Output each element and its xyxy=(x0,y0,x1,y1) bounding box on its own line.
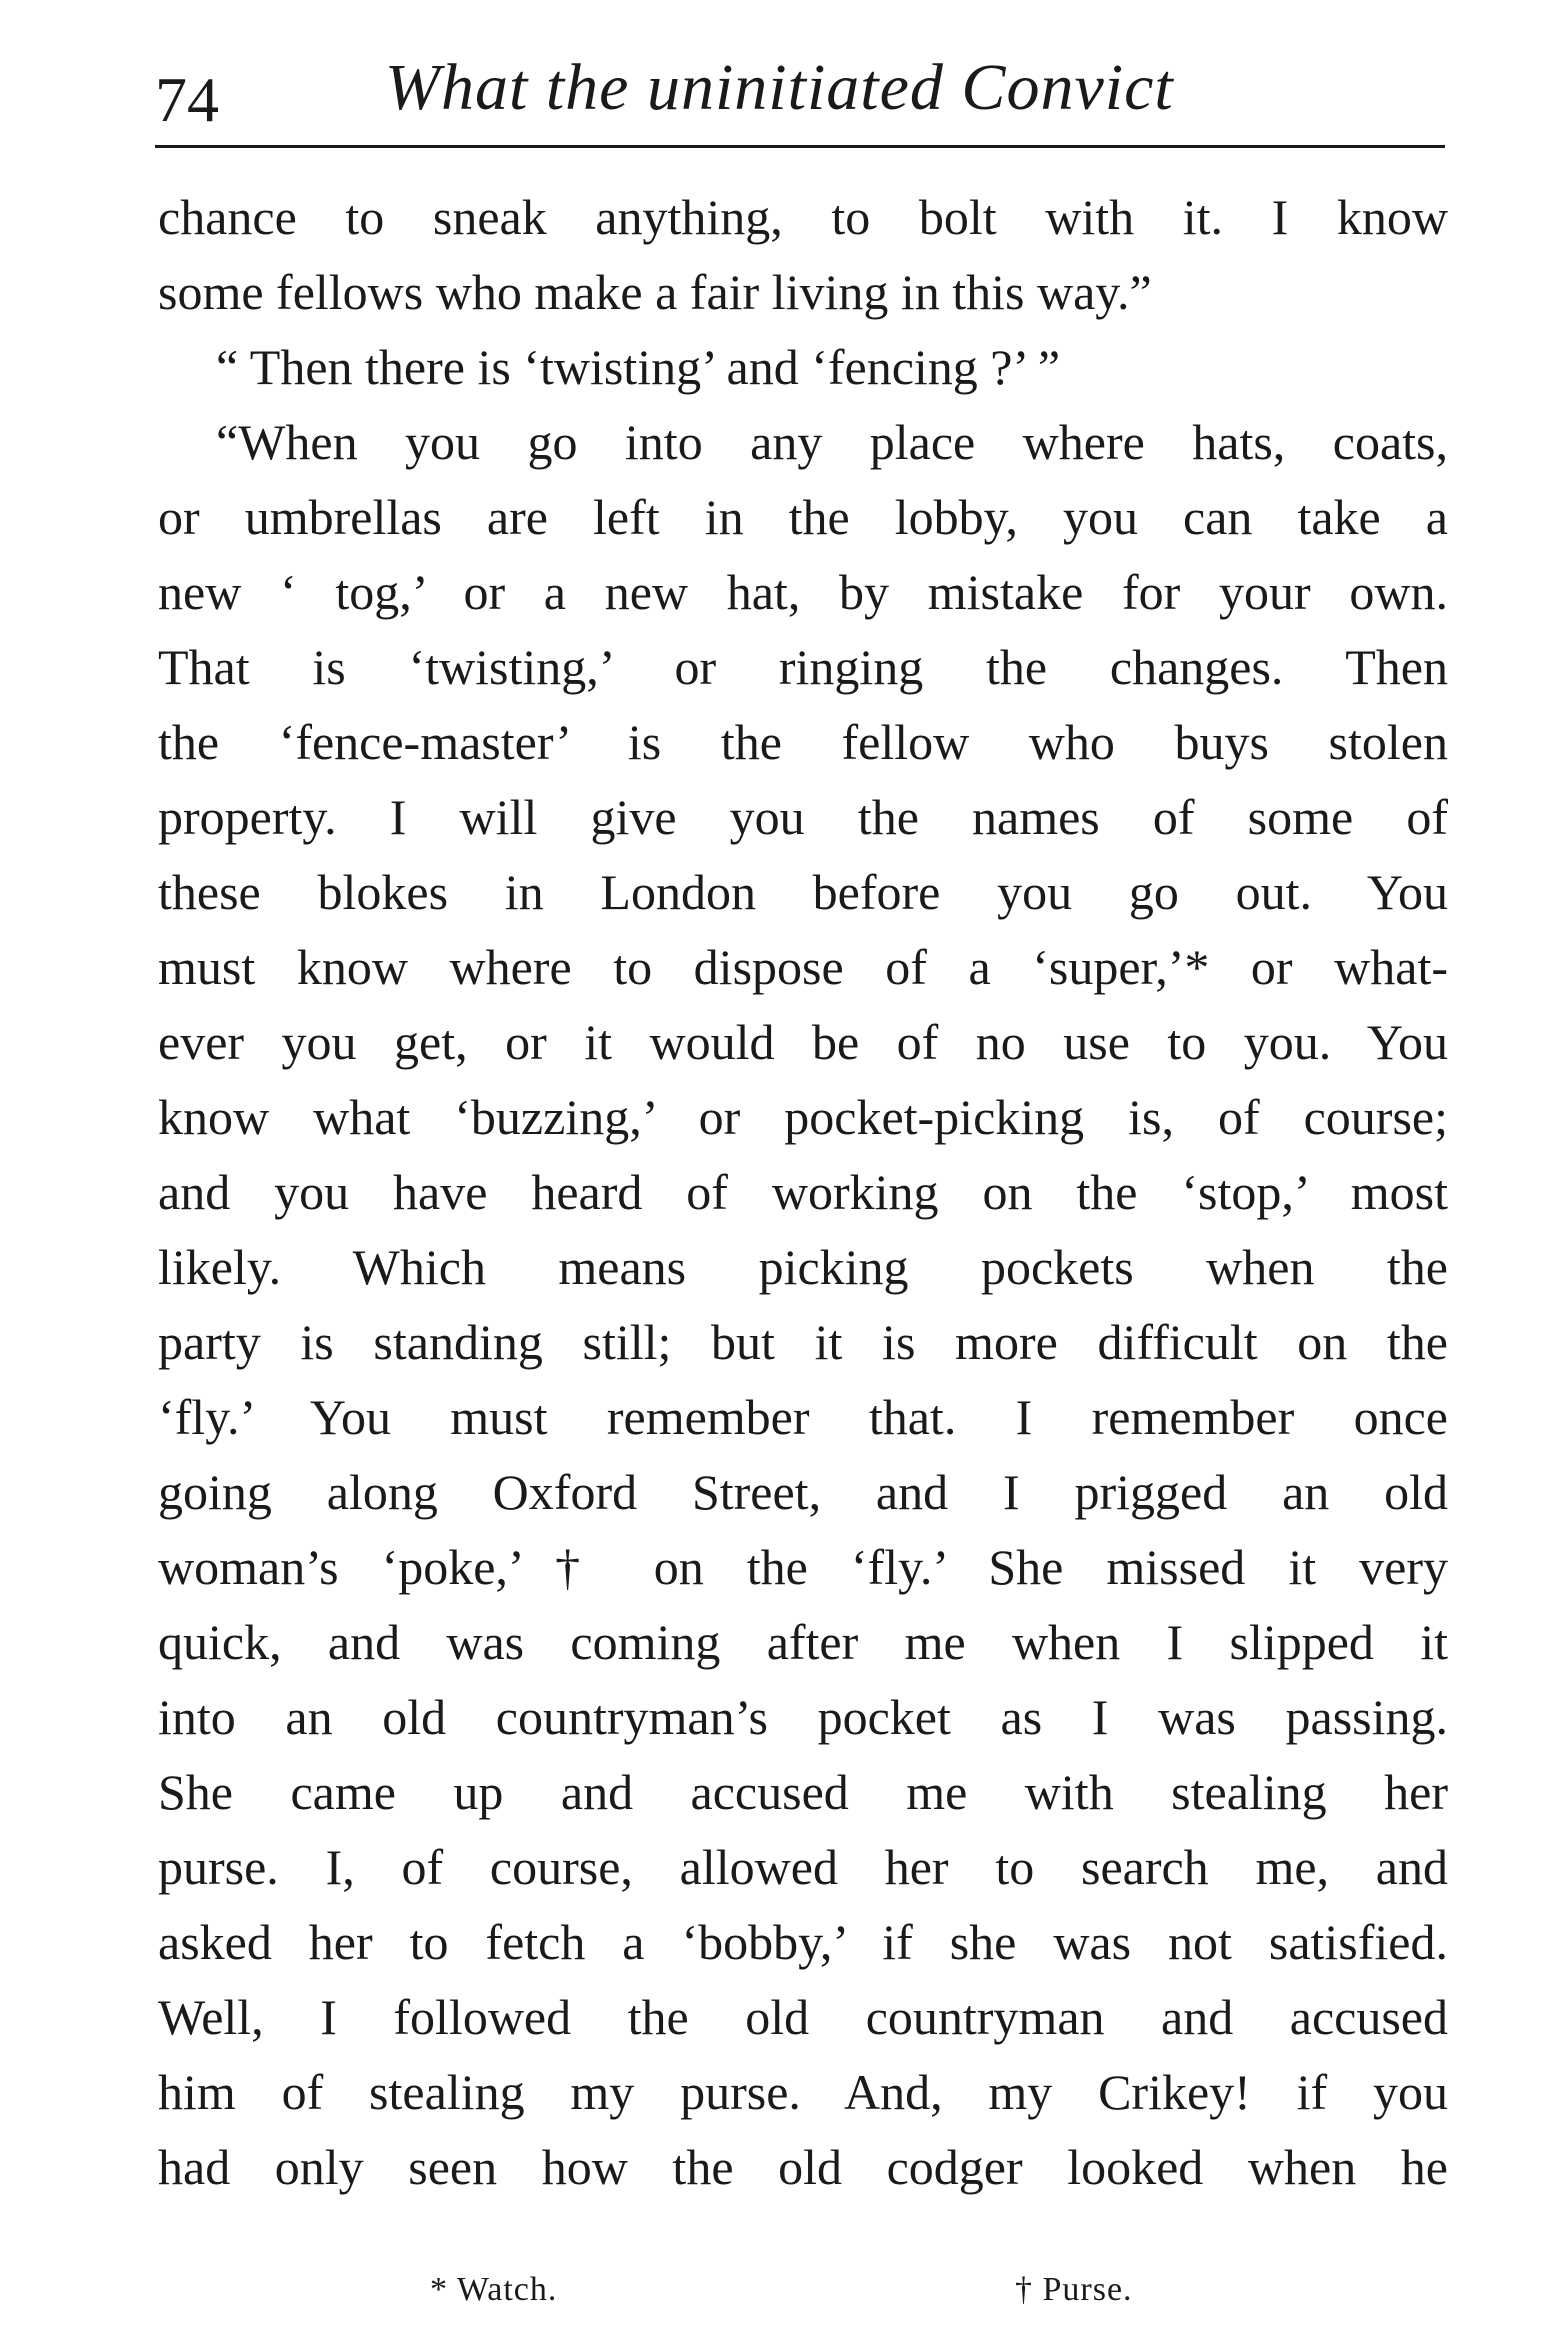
footnote-purse: † Purse. xyxy=(1015,2271,1133,2308)
footnote-watch: * Watch. xyxy=(430,2271,558,2308)
text-line: woman’s ‘poke,’† on the ‘fly.’ She missed it very xyxy=(158,1539,1448,1595)
text-line: “When you go into any place where hats, coats, xyxy=(216,414,1448,470)
text-line: must know where to dispose of a ‘super,’* or what- xyxy=(158,939,1448,995)
page-header xyxy=(155,48,1445,138)
header-rule xyxy=(155,145,1445,148)
text-line: know what ‘buzzing,’ or pocket-picking is, of course; xyxy=(158,1089,1448,1145)
footnotes xyxy=(155,2265,1445,2315)
text-line: new ‘ tog,’ or a new hat, by mistake for your own. xyxy=(158,564,1448,620)
text-line: and you have heard of working on the ‘stop,’ most xyxy=(158,1164,1448,1220)
running-title: What the uninitiated Convict xyxy=(385,51,1174,124)
body-text xyxy=(158,180,1448,2205)
text-line: quick, and was coming after me when I slipped it xyxy=(158,1614,1448,1670)
text-line: Well, I followed the old countryman and accused xyxy=(158,1989,1448,2045)
text-line: into an old countryman’s pocket as I was passing. xyxy=(158,1689,1448,1745)
text-line: some fellows who make a fair living in this way.” xyxy=(158,264,1152,320)
text-line: party is standing still; but it is more difficult on the xyxy=(158,1314,1448,1370)
text-line: asked her to fetch a ‘bobby,’ if she was not satisfied. xyxy=(158,1914,1448,1970)
text-line: going along Oxford Street, and I prigged an old xyxy=(158,1464,1448,1520)
text-line: ever you get, or it would be of no use to you. You xyxy=(158,1014,1448,1070)
text-line: him of stealing my purse. And, my Crikey! if you xyxy=(158,2064,1448,2120)
text-line: property. I will give you the names of some of xyxy=(158,789,1448,845)
text-line: chance to sneak anything, to bolt with it. I know xyxy=(158,189,1448,245)
text-line: purse. I, of course, allowed her to search me, and xyxy=(158,1839,1448,1895)
text-line: That is ‘twisting,’ or ringing the changes. Then xyxy=(158,639,1448,695)
text-line: “ Then there is ‘twisting’ and ‘fencing ?’ ” xyxy=(216,339,1061,395)
text-line: or umbrellas are left in the lobby, you can take a xyxy=(158,489,1448,545)
text-line: She came up and accused me with stealing her xyxy=(158,1764,1448,1820)
page-number: 74 xyxy=(155,64,219,135)
text-line: the ‘fence-master’ is the fellow who buys stolen xyxy=(158,714,1448,770)
text-line: ‘fly.’ You must remember that. I remember once xyxy=(158,1389,1448,1445)
text-line: these blokes in London before you go out. You xyxy=(158,864,1448,920)
text-line: had only seen how the old codger looked when he xyxy=(158,2139,1448,2195)
text-line: likely. Which means picking pockets when the xyxy=(158,1239,1448,1295)
